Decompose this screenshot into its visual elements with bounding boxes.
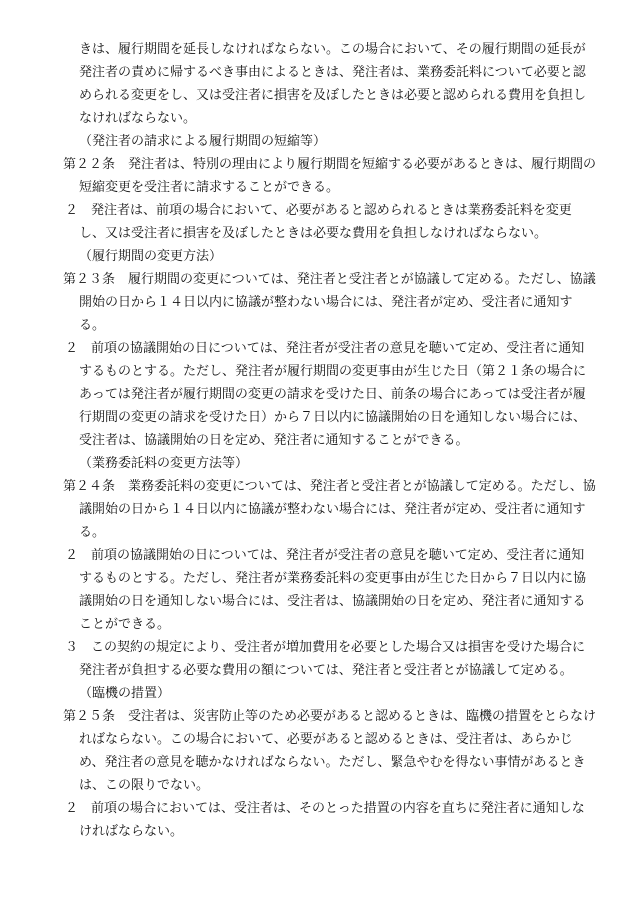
article-24: 第２４条 業務委託料の変更については、発注者と受注者とが協議して定める。ただし、協議開始の日から１４日以内に協議が整わない場合には、発注者が定め、受注者に通知する。 [63, 479, 596, 540]
article-25-paragraph-2: ２ 前項の場合においては、受注者は、そのとった措置の内容を直ちに発注者に通知しなければならない。 [65, 801, 585, 839]
article-25-heading: （臨機の措置） [79, 686, 171, 701]
article-24-paragraph-3: ３ この契約の規定により、受注者が増加費用を必要とした場合又は損害を受けた場合に発注者が負担する必要な費用の額については、発注者と受注者とが協議して定める。 [65, 640, 586, 678]
continuation-paragraph: きは、履行期間を延長しなければならない。この場合において、その履行期間の延長が発注者の責めに帰するべき事由によるときは、発注者は、業務委託料について必要と認められる変更をし、又は受注者に損害を及ぼしたときは必要と認められる費用を負担しなければならない。 [79, 42, 587, 126]
article-22-paragraph-2: ２ 発注者は、前項の場合において、必要があると認められるときは業務委託料を変更し、又は受注者に損害を及ぼしたときは必要な費用を負担しなければならない。 [65, 203, 572, 241]
article-23-heading: （履行期間の変更方法） [79, 249, 223, 264]
article-24-heading: （業務委託料の変更方法等） [79, 456, 249, 471]
article-25: 第２５条 受注者は、災害防止等のため必要があると認めるときは、臨機の措置をとらなければならない。この場合において、必要があると認めるときは、受注者は、あらかじめ、発注者の意見を聴かなければならない。ただし、緊急やむを得ない事情があるときは、この限りでない。 [63, 709, 597, 793]
article-23-paragraph-2: ２ 前項の協議開始の日については、発注者が受注者の意見を聴いて定め、受注者に通知するものとする。ただし、発注者が履行期間の変更事由が生じた日（第２１条の場合にあっては発注者が履行期間の変更の請求を受けた日、前条の場合にあっては受注者が履行期間の変更の請求を受けた日）から７日以内に協議開始の日を通知しない場合には、受注者は、協議開始の日を定め、発注者に通知することができる。 [65, 341, 587, 448]
article-22-heading: （発注者の請求による履行期間の短縮等） [79, 134, 327, 149]
article-24-paragraph-2: ２ 前項の協議開始の日については、発注者が受注者の意見を聴いて定め、受注者に通知するものとする。ただし、発注者が業務委託料の変更事由が生じた日から７日以内に協議開始の日を通知しない場合には、受注者は、協議開始の日を定め、発注者に通知することができる。 [65, 548, 587, 632]
document-page [0, 38, 630, 843]
article-23: 第２３条 履行期間の変更については、発注者と受注者とが協議して定める。ただし、協議開始の日から１４日以内に協議が整わない場合には、発注者が定め、受注者に通知する。 [63, 272, 596, 333]
article-22: 第２２条 発注者は、特別の理由により履行期間を短縮する必要があるときは、履行期間の短縮変更を受注者に請求することができる。 [63, 157, 597, 195]
